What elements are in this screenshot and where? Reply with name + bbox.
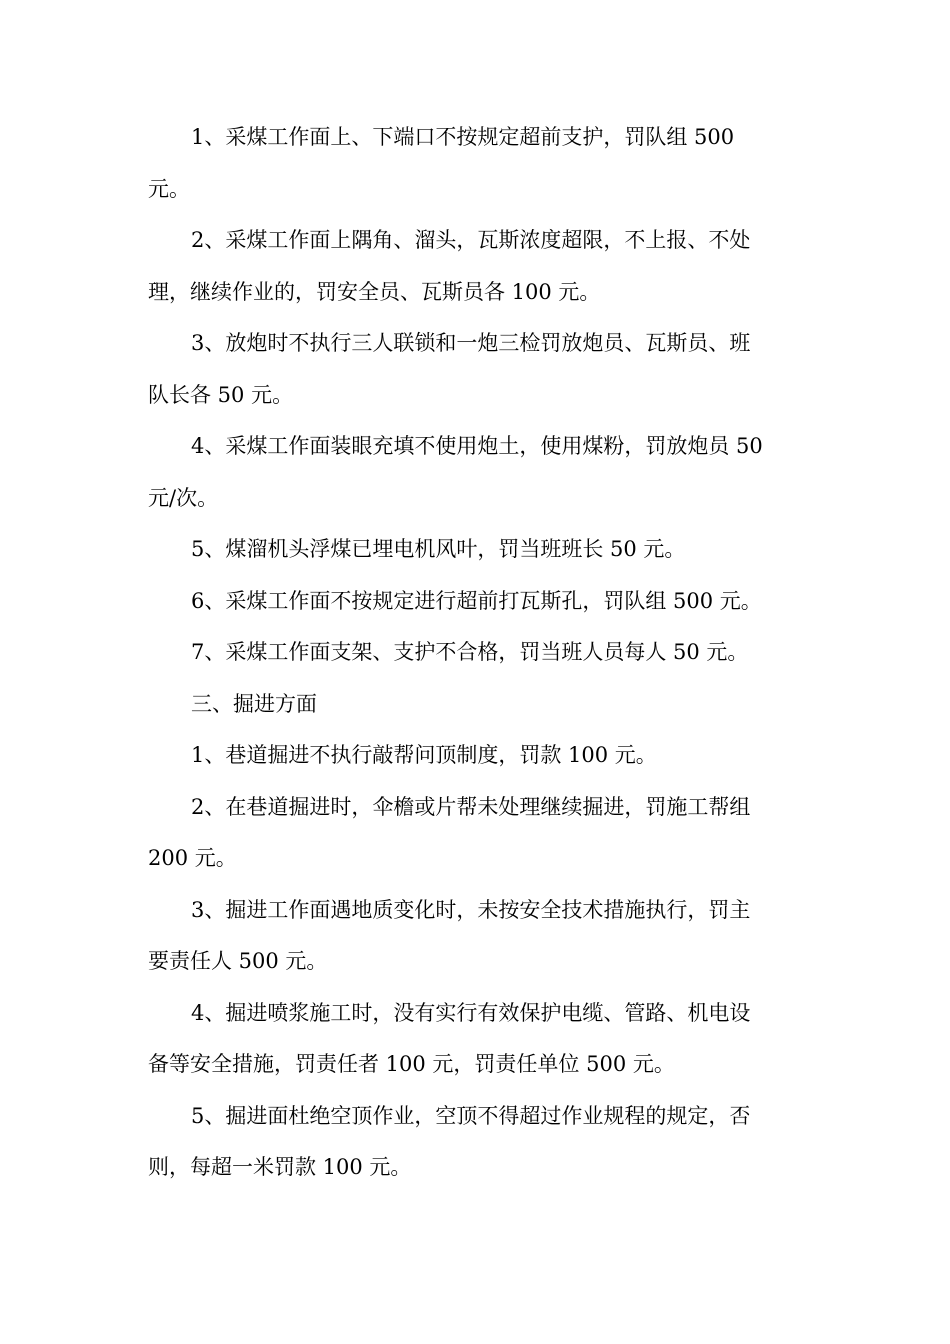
paragraph-line: 2、在巷道掘进时，伞檐或片帮未处理继续掘进，罚施工帮组 (191, 794, 751, 819)
paragraph-line: 要责任人 500 元。 (148, 949, 328, 973)
paragraph-line: 5、煤溜机头浮煤已埋电机风叶，罚当班班长 50 元。 (191, 537, 686, 561)
paragraph-line: 4、采煤工作面装眼充填不使用炮土，使用煤粉，罚放炮员 50 (191, 434, 763, 458)
paragraph-line: 7、采煤工作面支架、支护不合格，罚当班人员每人 50 元。 (191, 640, 749, 664)
paragraph-line: 元。 (148, 176, 190, 201)
paragraph-excavation-4 (148, 988, 796, 1091)
paragraph-mining-2 (148, 215, 796, 318)
paragraph-mining-5 (148, 524, 796, 576)
paragraph-mining-4 (148, 421, 796, 524)
paragraph-line: 200 元。 (148, 846, 237, 870)
paragraph-line: 则，每超一米罚款 100 元。 (148, 1155, 412, 1179)
paragraph-line: 6、采煤工作面不按规定进行超前打瓦斯孔，罚队组 500 元。 (191, 588, 762, 613)
paragraph-line: 3、放炮时不执行三人联锁和一炮三检罚放炮员、瓦斯员、班 (191, 331, 751, 355)
paragraph-mining-1 (148, 112, 796, 215)
paragraph-mining-6 (148, 576, 796, 628)
paragraph-line: 1、巷道掘进不执行敲帮问顶制度，罚款 100 元。 (191, 743, 657, 767)
paragraph-excavation-3 (148, 885, 796, 988)
paragraph-line: 1、采煤工作面上、下端口不按规定超前支护，罚队组 500 (191, 125, 735, 149)
paragraph-line: 3、掘进工作面遇地质变化时，未按安全技术措施执行，罚主 (191, 897, 751, 922)
paragraph-line: 2、采煤工作面上隅角、溜头，瓦斯浓度超限，不上报、不处 (191, 228, 751, 252)
paragraph-excavation-5 (148, 1091, 796, 1194)
paragraph-mining-3 (148, 318, 796, 421)
paragraph-line: 备等安全措施，罚责任者 100 元，罚责任单位 500 元。 (148, 1052, 675, 1076)
paragraph-line: 队长各 50 元。 (148, 382, 294, 407)
paragraph-excavation-2 (148, 782, 796, 885)
paragraph-line: 5、掘进面杜绝空顶作业，空顶不得超过作业规程的规定，否 (191, 1103, 751, 1128)
document-body (148, 112, 796, 1194)
paragraph-mining-7 (148, 627, 796, 679)
section-heading: 三、掘进方面 (191, 691, 317, 716)
paragraph-line: 4、掘进喷浆施工时，没有实行有效保护电缆、管路、机电设 (191, 1000, 751, 1025)
paragraph-line: 理，继续作业的，罚安全员、瓦斯员各 100 元。 (148, 279, 601, 304)
section-heading-excavation (148, 679, 796, 731)
paragraph-excavation-1 (148, 730, 796, 782)
paragraph-line: 元/次。 (148, 485, 219, 510)
